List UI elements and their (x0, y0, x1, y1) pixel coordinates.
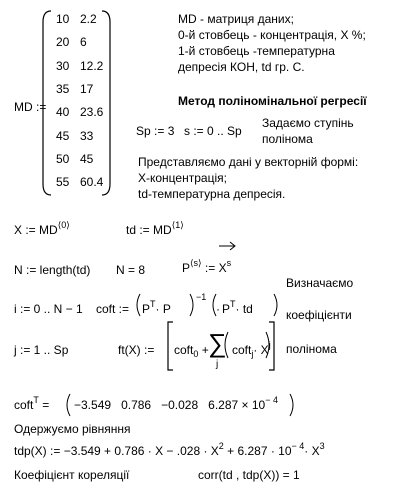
matrix-row (56, 12, 110, 28)
x-definition-column: ⟨0⟩ (57, 220, 70, 230)
tdp-tail: · X (304, 444, 320, 458)
x-definition-lhs: X := MD (14, 223, 58, 237)
x-power: s (226, 258, 232, 268)
matrix-cell: 10 (56, 12, 70, 26)
matrix-cell: 12.2 (80, 58, 104, 73)
determine-note-line-0: Визначаємо (286, 276, 354, 290)
coft-p-right: P (222, 302, 231, 316)
data-matrix (42, 8, 110, 198)
matrix-cell: 20 (56, 35, 70, 50)
tdp-sup2: − 4 (291, 441, 305, 451)
coft-result-lhs: coft (14, 398, 34, 412)
sum-icon: ∑ (208, 328, 227, 358)
n-definition: N := length(td) (14, 263, 91, 277)
coft-value-3: 6.287 × 10 (208, 398, 266, 412)
td-definition (126, 220, 184, 238)
matrix-cell: 45 (56, 128, 70, 143)
ft-sub0: 0 (193, 349, 199, 359)
vector-form-line-2: td-температурна депресія. (138, 187, 286, 201)
coft-result (14, 395, 50, 413)
matrix-cell: 2.2 (80, 12, 97, 26)
coft-result-values (74, 395, 278, 413)
vector-form-line-1: X-концентрація; (138, 171, 227, 185)
tdp-definition (14, 441, 325, 459)
ft-x: · X (253, 343, 269, 357)
tdp-lhs: tdp(X) := −3.549 + 0.786 · X − .028 · X (14, 444, 219, 458)
ft-lhs: ft(X) := (118, 343, 155, 357)
ft-term (232, 340, 271, 359)
matrix-cell: 55 (56, 175, 70, 190)
coft-value-exp: − 4 (265, 395, 278, 405)
coft-inverse: −1 (196, 292, 207, 302)
x-definition (14, 220, 70, 238)
matrix-cell: 35 (56, 81, 70, 96)
coft-dot: · (216, 302, 220, 316)
sum-index: j (216, 359, 219, 370)
vector-arrow-icon (218, 240, 238, 250)
matrix-cell: 45 (80, 151, 94, 166)
coft-lhs: coft := (96, 302, 130, 316)
coft-p-left: P (142, 302, 151, 316)
ft-coft0: coft (174, 343, 194, 357)
matrix-row (56, 175, 110, 191)
s-definition: s := 0 .. Sp (184, 124, 242, 138)
determine-note-line-2: полінома (286, 342, 337, 356)
tdp-sup1: 2 (218, 441, 224, 451)
description-line-1: 0-й стовбець - концентрація, X %; (178, 28, 366, 42)
td-definition-column: ⟨1⟩ (171, 220, 184, 230)
md-label: MD := (14, 100, 47, 114)
ft-subj: j (251, 349, 254, 359)
description-line-3: депресія КОН, td гр. С. (178, 60, 305, 74)
ft-coftj: coft (232, 343, 252, 357)
ft-constant (174, 343, 209, 358)
matrix-row (56, 152, 110, 168)
matrix-cell: 50 (56, 151, 70, 166)
matrix-cell: 17 (80, 81, 94, 96)
p-symbol: P (182, 261, 191, 275)
tdp-mid: + 6.287 · 10 (223, 444, 292, 458)
sp-definition: Sp := 3 (136, 124, 175, 138)
p-definition (182, 258, 232, 276)
coft-left-term (142, 299, 171, 317)
coft-value-1: 0.786 (121, 398, 152, 412)
coft-value-2: −0.028 (161, 398, 199, 412)
equation-label: Одержуємо рівняння (14, 422, 131, 436)
method-title: Метод поліномінальної регресії (178, 94, 367, 108)
coft-result-transpose: T (33, 395, 39, 405)
matrix-row (56, 82, 110, 98)
degree-note-line-1: полінома (262, 132, 313, 146)
j-definition: j := 1 .. Sp (14, 343, 69, 357)
matrix-cell: 23.6 (80, 105, 104, 120)
coft-result-eq: = (42, 398, 50, 412)
determine-note-line-1: коефіцієнти (286, 308, 352, 322)
ft-xsup: j (268, 340, 271, 350)
matrix-cell: 33 (80, 128, 94, 143)
matrix-cell: 30 (56, 58, 70, 73)
matrix-row (56, 59, 110, 75)
degree-note-line-0: Задаємо ступінь (262, 116, 354, 130)
p-column: ⟨s⟩ (190, 258, 202, 268)
description-line-2: 1-й стовбець -температурна (178, 44, 335, 58)
p-assign: := X (204, 261, 227, 275)
corr-label: Коефіцієнт кореляції (14, 468, 130, 482)
matrix-row (56, 129, 110, 145)
i-definition: i := 0 .. N − 1 (14, 302, 83, 316)
coft-transpose-right: T (230, 299, 236, 309)
corr-expression: corr(td , tdp(X)) = 1 (198, 468, 300, 482)
coft-right-rest: · td (235, 302, 253, 316)
coft-transpose-left: T (150, 299, 156, 309)
matrix-cell: 60.4 (80, 175, 104, 190)
matrix-row (56, 105, 110, 121)
matrix-cell: 40 (56, 105, 70, 120)
coft-mid: · P (155, 302, 171, 316)
description-line-0: MD - матриця даних; (178, 12, 294, 26)
coft-value-0: −3.549 (74, 398, 112, 412)
vector-form-line-0: Представляємо дані у векторній формі: (138, 155, 359, 169)
matrix-cell: 6 (80, 35, 87, 50)
td-definition-lhs: td := MD (126, 223, 172, 237)
tdp-sup3: 3 (319, 441, 325, 451)
ft-plus: + (201, 343, 209, 357)
n-value: N = 8 (116, 263, 146, 277)
matrix-row (56, 35, 110, 51)
coft-right-term (222, 299, 253, 317)
